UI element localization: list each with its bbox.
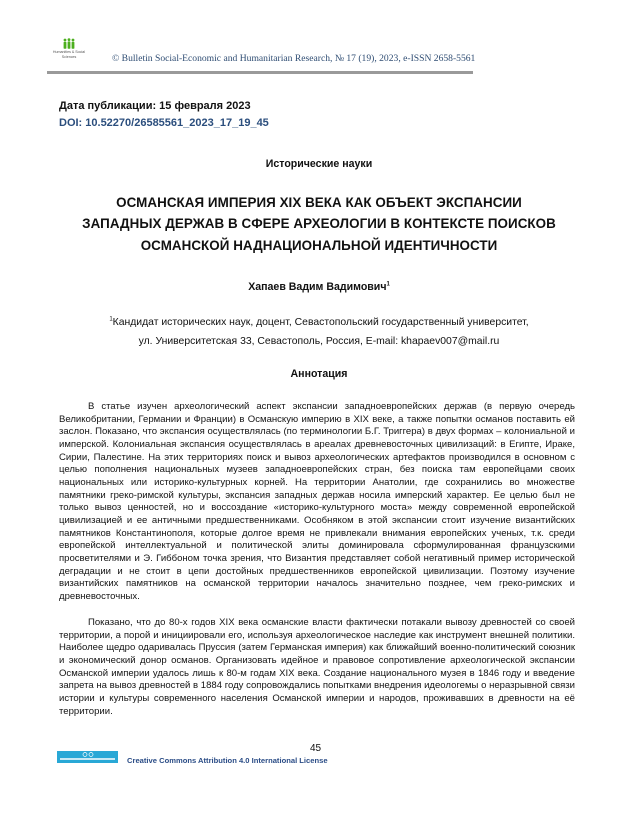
title-line: ОСМАНСКАЯ ИМПЕРИЯ XIX ВЕКА КАК ОБЪЕКТ ЭКСПАНСИИ [116,195,522,210]
journal-logo [47,38,91,68]
license-link[interactable]: Creative Commons Attribution 4.0 International License [127,756,328,765]
page-number: 45 [310,743,322,754]
affiliation-footnote-marker: 1 [109,316,113,323]
abstract-heading: Аннотация [290,368,348,380]
title-line: ОСМАНСКОЙ НАДНАЦИОНАЛЬНОЙ ИДЕНТИЧНОСТИ [140,237,498,253]
publication-date: Дата публикации: 15 февраля 2023 [59,100,251,112]
logo-label-line1: Humanities & Social [52,50,86,54]
author-affiliation [56,314,582,351]
journal-header [47,38,476,74]
cc-license-badge[interactable] [57,751,118,763]
author-name: Хапаев Вадим Вадимович [248,281,387,293]
author-footnote-marker: 1 [386,281,390,288]
logo-label-line2: Sciences [61,55,77,60]
affiliation-line [56,314,582,333]
paragraph-text: В статье изучен археологический аспект экспансии западноевропейских держав (в первую очередь Великобритании, Германии и Франции) в Османскую империю в XIX веке, а также попытки османов поставить ей заслон. Показано, что экспансия осуществлялась (по терминологии Б.Г. Триггера) в двух формах – колониальной и имперской. Колониальная экспансия осуществлялась в ареалах древневосточных цивилизаций: в Египте, Ираке, Сирии, Палестине. На этих территориях поиск и вывоз археологических артефактов производился в основном с целью пополнения национальных музеев западноевропейских стран, без поиска там европейцами своих национальных или историко-культурных корней. На территории Анатолии, где сохранились во множестве памятники греко-римской культуры, экспансия западных держав носила имперский характер. Ее целью был не только вывоз ценностей, но и воссоздание «историко-культурного моста» между современной европейской цивилизацией и ее античными предшественниками. Особняком в этой экспансии стоит изучение византийских памятников Константинополя, которые долгое время не привлекали внимания европейских ученых, т.к. среди европейской интеллектуальной и политической элиты доминировала сформулированная французскими просветителями и Э. Гиббоном точка зрения, что Византия представляет собой негативный пример исторической деградации и не стоит в цепи достойных предшественников европейской цивилизации. Поэтому изучение византийских памятников на османской территории началось значительно позднее, чем греко-римских и древневосточных. [59,401,575,602]
cc-badge-caption [60,758,115,760]
creative-commons-by-icon [81,752,95,757]
author-block [56,281,582,293]
journal-citation: © Bulletin Social-Economic and Humanitarian Research, № 17 (19), 2023, e-ISSN 2658-5561 [112,53,476,64]
people-group-icon [62,38,76,49]
abstract-paragraph-2 [59,617,575,718]
paragraph-text: Показано, что до 80-х годов XIX века османские власти фактически потакали вывозу древностей со своей территории, а порой и инициировали его, используя археологическое наследие как инструмент внешней политики. Наиболее щедро одаривалась Пруссия (затем Германская империя) как ближайший военно-политический союзник и экономический донор османов. Организовать идейное и правовое сопротивление археологической экспансии Османской империи удалось лишь к 80-м годам XIX века. Создание национального музея в 1846 году и введение запрета на вывоз древностей в 1884 году сопровождались попытками внедрения идеологемы о неразрывной связи истории и культуры современного населения Османской империи и народов, проживавших в древности на её территории. [59,617,575,717]
abstract-paragraph-1 [59,401,575,604]
section-label: Исторические науки [265,158,373,170]
title-line: ЗАПАДНЫХ ДЕРЖАВ В СФЕРЕ АРХЕОЛОГИИ В КОНТЕКСТЕ ПОИСКОВ [82,216,556,232]
affiliation-text: Кандидат исторических наук, доцент, Севастопольский государственный университет, [112,317,529,328]
affiliation-line: ул. Университетская 33, Севастополь, Россия, E-mail: khapaev007@mail.ru [138,335,500,347]
doi-link[interactable]: DOI: 10.52270/26585561_2023_17_19_45 [59,117,269,129]
article-title [56,192,582,256]
header-divider [47,71,473,74]
